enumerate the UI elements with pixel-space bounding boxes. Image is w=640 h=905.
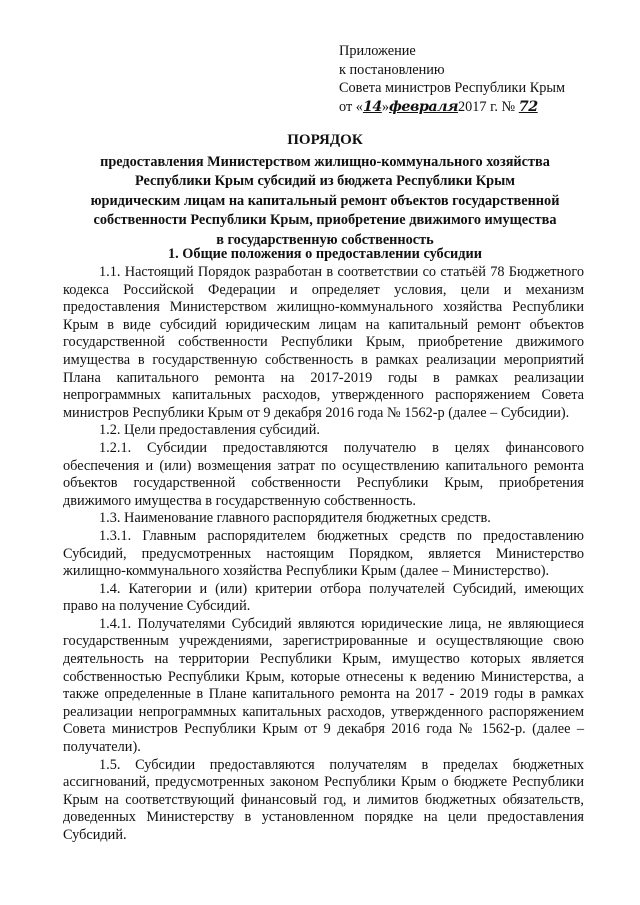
handwritten-number: 72 (518, 98, 538, 115)
title-heading: ПОРЯДОК (287, 132, 363, 148)
paragraph-1-4-1: 1.4.1. Получателями Субсидий являются юридические лица, не являющиеся государственным учреждениями, зарегистрированные и осуществляющие свою деятельность на территории Республики Крым, имущество которых является собственностью Республики Крым, которые отнесены к ведению Министерства, а также определенные в Плане капитального ремонта на 2017 - 2019 годы в рамках реализации непрограммных капитальных расходов, утвержденного распоряжением Совета министров Республики Крым от 9 декабря 2016 года № 1562-р. (далее – получатели). (63, 615, 584, 756)
document-title (60, 131, 590, 250)
date-year: 2017 г. № (457, 98, 516, 115)
paragraph-1-3-1: 1.3.1. Главным распорядителем бюджетных средств по предоставлению Субсидий, предусмотренных настоящим Порядком, является Министерство жилищно-коммунального хозяйства Республики Крым (далее – Министерство). (63, 527, 584, 580)
date-prefix: от « (339, 98, 363, 115)
paragraph-1-5: 1.5. Субсидии предоставляются получателям в пределах бюджетных ассигнований, предусмотренных законом Республики Крым о бюджете Республики Крым на соответствующий финансовый год, и лимитов бюджетных обязательств, доведенных Министерству в установленном порядке на цели предоставления Субсидий. (63, 756, 584, 843)
title-line-3: юридическим лицам на капитальный ремонт объектов государственной (90, 192, 560, 209)
handwritten-day: 14 (362, 98, 382, 115)
date-mid: » (381, 98, 389, 115)
title-line-4: собственности Республики Крым, приобретение движимого имущества (93, 212, 557, 228)
appendix-block (339, 42, 565, 116)
paragraph-1-4: 1.4. Категории и (или) критерии отбора получателей Субсидий, имеющих право на получение Субсидий. (63, 580, 584, 615)
handwritten-month: февраля (389, 98, 458, 115)
appendix-date-line (339, 98, 565, 117)
paragraph-1-2: 1.2. Цели предоставления субсидий. (99, 422, 320, 439)
appendix-line-3: Совета министров Республики Крым (339, 80, 566, 96)
section-heading: 1. Общие положения о предоставлении субсидии (168, 246, 482, 262)
section-body (63, 264, 584, 845)
title-line-2: Республики Крым субсидий из бюджета Республики Крым (134, 173, 516, 189)
title-line-5: в государственную собственность (216, 231, 434, 248)
paragraph-1-2-1: 1.2.1. Субсидии предоставляются получателю в целях финансового обеспечения и (или) возмещения затрат по осуществлению капитального ремонта объектов государственной собственности Республики Крым, приобретения движимого имущества в государственную собственность. (63, 439, 584, 509)
appendix-line-2: к постановлению (339, 61, 445, 78)
paragraph-1-1: 1.1. Настоящий Порядок разработан в соответствии со статьёй 78 Бюджетного кодекса Российской Федерации и определяет условия, цели и механизм предоставления Министерством жилищно-коммунального хозяйства Республики Крым в виде субсидий юридическим лицам на капитальный ремонт объектов государственной собственности Республики Крым, приобретение движимого имущества в государственную собственность в рамках реализации мероприятий Плана капитального ремонта на 2017-2019 годы в рамках реализации непрограммных капитальных расходов, утвержденного распоряжением Совета министров Республики Крым от 9 декабря 2016 года № 1562-р (далее – Субсидии). (63, 264, 584, 421)
appendix-line-1: Приложение (339, 43, 416, 59)
paragraph-1-3: 1.3. Наименование главного распорядителя бюджетных средств. (99, 510, 491, 527)
title-line-1: предоставления Министерством жилищно-коммунального хозяйства (100, 153, 550, 170)
